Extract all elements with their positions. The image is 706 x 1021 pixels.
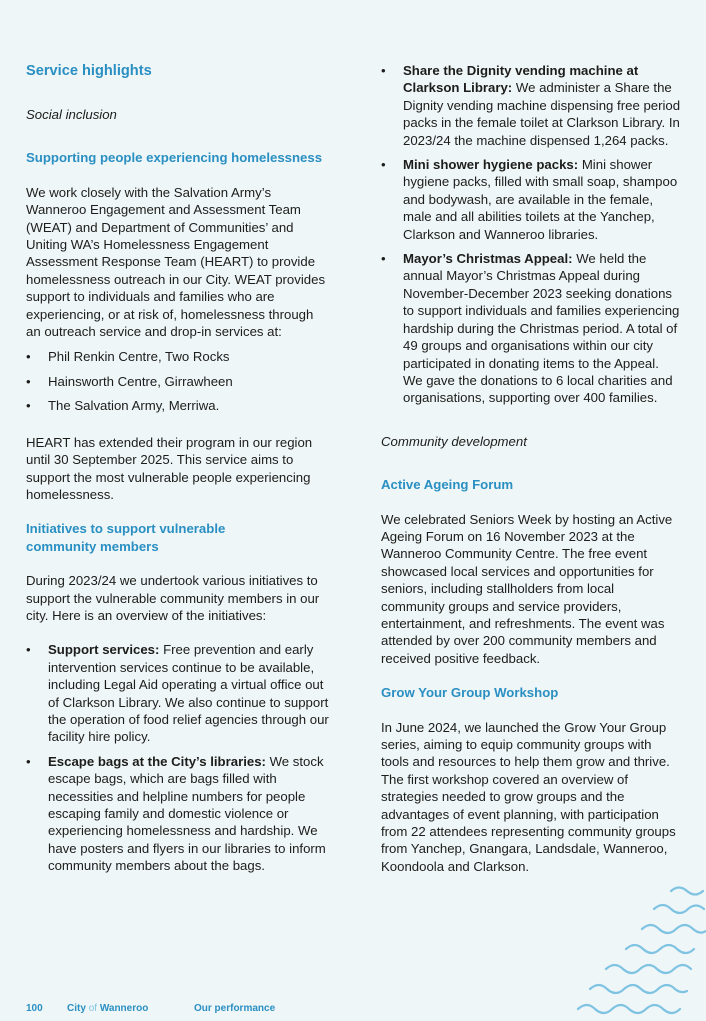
initiatives-list <box>26 641 331 874</box>
heart-paragraph: HEART has extended their program in our region until 30 September 2025. This service aims to support the most vulnerable people experiencing homelessness. <box>26 434 313 502</box>
ageing-paragraph: We celebrated Seniors Week by hosting an Active Ageing Forum on 16 November 2023 at the Wanneroo Community Centre. The free event showcased local services and opportunities for seniors, including stallholders from local community groups and service providers, entertainment, and refreshments. The event was attended by over 200 community members and received positive feedback. <box>381 511 673 666</box>
bullet: • <box>26 373 31 389</box>
page-number: 100 <box>26 1003 43 1014</box>
list-item: • Escape bags at the City’s libraries: We stock escape bags, which are bags filled with necessities and helpline numbers for people escaping family and domestic violence or experiencing homelessness and hardship. We have posters and flyers in our libraries to inform community members about the bags. <box>26 753 326 874</box>
initiatives-paragraph: During 2023/24 we undertook various initiatives to support the vulnerable community members in our city. Here is an overview of the initiatives: <box>26 573 320 623</box>
centres-list <box>26 348 331 414</box>
initiatives-list-continued <box>381 62 681 407</box>
bullet: • <box>26 398 31 414</box>
decorative-waves <box>576 881 706 1021</box>
right-column <box>381 62 681 875</box>
heading-active-ageing: Active Ageing Forum <box>381 477 514 493</box>
list-item: • Hainsworth Centre, Girrawheen <box>26 373 233 389</box>
bullet: • <box>381 157 386 173</box>
grow-group-paragraph: In June 2024, we launched the Grow Your Group series, aiming to equip community groups with tools and resources to help them grow and thrive. The first workshop covered an overview of strategies needed to grow groups and the advantages of event planning, with participation from 22 attendees representing community groups from Yanchep, Gnangara, Landsdale, Wanneroo, Koondoola and Clarkson. <box>381 719 676 874</box>
list-item: • Mini shower hygiene packs: Mini shower hygiene packs, filled with small soap, shampoo and bodywash, are available in the female, male and all abilities toilets at the Yanchep, Clarkson and Wanneroo libraries. <box>381 157 678 242</box>
heading-initiatives-line1: Initiatives to support vulnerable <box>26 521 226 537</box>
city-brand: City of Wanneroo <box>67 1003 149 1014</box>
footer-section-name: Our performance <box>194 1003 276 1014</box>
heading-grow-your-group: Grow Your Group Workshop <box>381 685 559 701</box>
bullet: • <box>26 642 31 658</box>
bullet: • <box>381 63 386 78</box>
heading-initiatives-line2: community members <box>26 538 159 554</box>
bullet: • <box>26 753 31 769</box>
list-item: • Mayor’s Christmas Appeal: We held the annual Mayor’s Christmas Appeal during November-December 2023 seeking donations to support individuals and families experiencing hardship during the Christmas period. A total of 49 groups and organisations within our city participated in donating items to the Appeal. We gave the donations to 6 local charities and organisations, supporting over 400 families. <box>381 251 680 406</box>
section-title: Service highlights <box>26 63 152 79</box>
bullet: • <box>381 251 386 267</box>
homelessness-paragraph: We work closely with the Salvation Army’s Wanneroo Engagement and Assessment Team (WEAT) and Department of Communities’ and Uniting WA’s Homelessness Engagement Assessment Response Team (HEART) to provide homelessness outreach in our City. WEAT provides support to individuals and families who are experiencing, or at risk of, homelessness through an outreach service and drop-in services at: <box>26 184 326 340</box>
left-column <box>26 62 331 875</box>
subsection-community-development: Community development <box>381 433 527 449</box>
heading-homelessness: Supporting people experiencing homelessness <box>26 150 323 166</box>
list-item: • Support services: Free prevention and early intervention services continue to be available, including Legal Aid operating a virtual office out of Clarkson Library. We also continue to support the operation of food relief agencies through our facility hire policy. <box>26 642 329 745</box>
bullet: • <box>26 349 31 365</box>
list-item: • Share the Dignity vending machine at Clarkson Library: We administer a Share the Dignity vending machine dispensing free period packs in the female toilet at Clarkson Library. In 2023/24 the machine dispensed 1,264 packs. <box>381 63 681 148</box>
subsection-social-inclusion: Social inclusion <box>26 107 117 122</box>
list-item: • The Salvation Army, Merriwa. <box>26 398 220 414</box>
list-item: • Phil Renkin Centre, Two Rocks <box>26 349 230 365</box>
